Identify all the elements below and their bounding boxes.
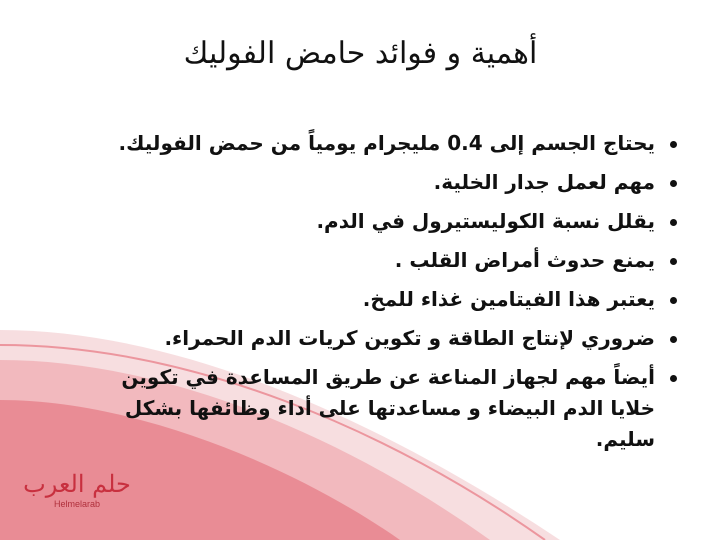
list-item: يقلل نسبة الكوليستيرول في الدم. [81, 206, 681, 237]
logo-latin-wordmark: Helmelarab [53, 499, 101, 509]
list-item: يعتبر هذا الفيتامين غذاء للمخ. [81, 284, 681, 315]
list-item: مهم لعمل جدار الخلية. [81, 167, 681, 198]
list-item: أيضاً مهم لجهاز المناعة عن طريق المساعدة في تكوين خلايا الدم البيضاء و مساعدتها على أداء وظائفها بشكل سليم. [81, 362, 681, 455]
logo-arabic-wordmark: حلم العرب [23, 470, 131, 498]
slide-title: أهمية و فوائد حامض الفوليك [183, 36, 538, 71]
site-logo [22, 470, 132, 520]
list-item: ضروري لإنتاج الطاقة و تكوين كريات الدم الحمراء. [81, 323, 681, 354]
list-item: يحتاج الجسم إلى 0.4 مليجرام يومياً من حمض الفوليك. [81, 128, 681, 159]
list-item: يمنع حدوث أمراض القلب . [81, 245, 681, 276]
bullet-list [81, 128, 681, 463]
